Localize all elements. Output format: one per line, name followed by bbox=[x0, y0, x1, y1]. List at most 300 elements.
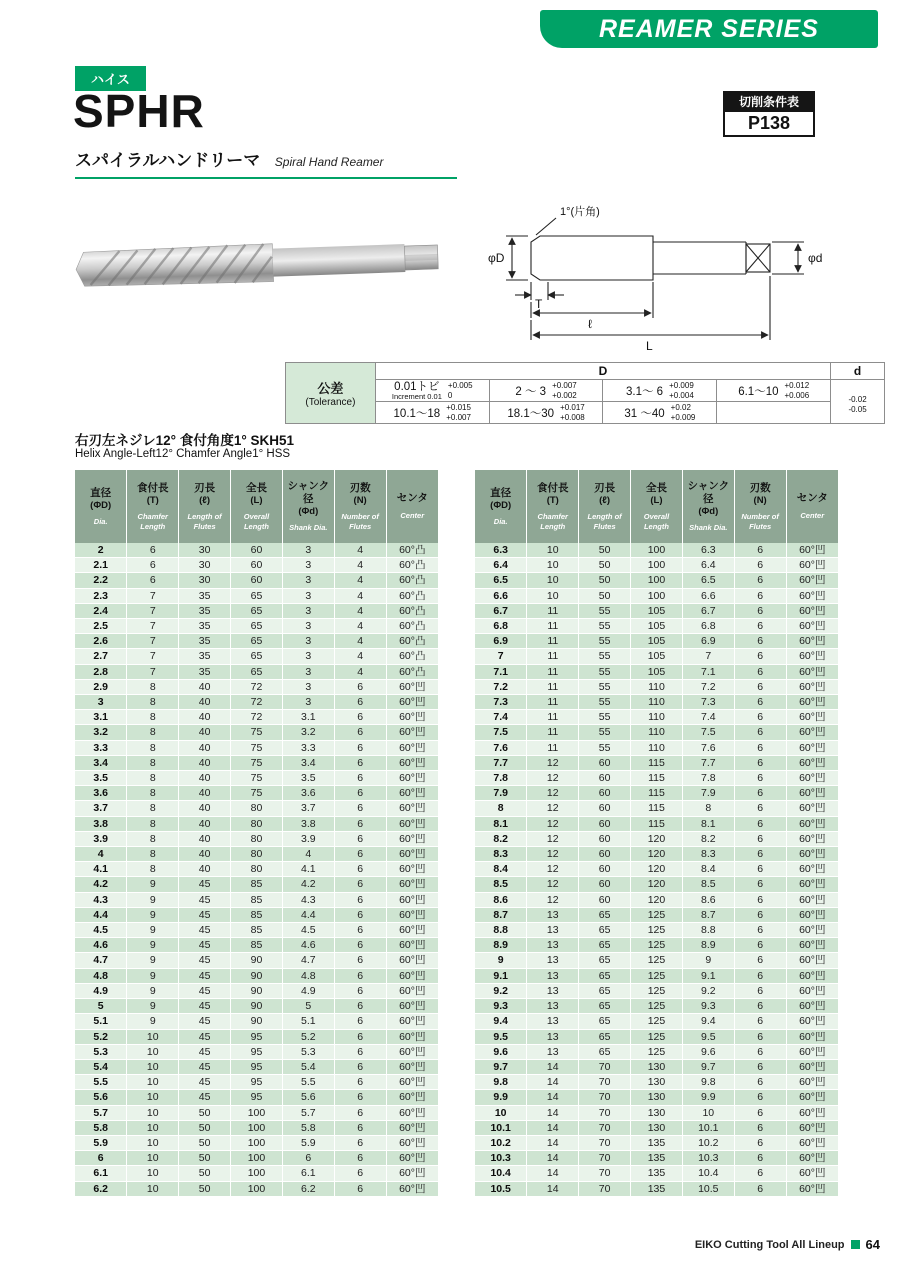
value-cell: 8 bbox=[127, 710, 179, 725]
value-cell: 10 bbox=[127, 1105, 179, 1120]
value-cell: 6 bbox=[334, 1044, 386, 1059]
value-cell: 55 bbox=[579, 725, 631, 740]
value-cell: 50 bbox=[579, 573, 631, 588]
tolerance-range: 31 〜40 bbox=[624, 407, 665, 420]
value-cell: 65 bbox=[579, 1044, 631, 1059]
diameter-cell: 6.5 bbox=[475, 573, 527, 588]
value-cell: 40 bbox=[179, 710, 231, 725]
spec-row bbox=[75, 938, 438, 953]
value-cell: 100 bbox=[631, 573, 683, 588]
value-cell: 4.1 bbox=[282, 862, 334, 877]
diagram-chamfer-label: T bbox=[535, 297, 543, 311]
value-cell: 6 bbox=[334, 953, 386, 968]
value-cell: 4.6 bbox=[282, 938, 334, 953]
diameter-cell: 6.4 bbox=[475, 558, 527, 573]
value-cell: 90 bbox=[231, 983, 283, 998]
value-cell: 45 bbox=[179, 1075, 231, 1090]
value-cell: 6 bbox=[334, 892, 386, 907]
diameter-cell: 3.1 bbox=[75, 710, 127, 725]
spec-row bbox=[475, 1059, 838, 1074]
spec-row bbox=[75, 679, 438, 694]
value-cell: 9.4 bbox=[682, 1014, 734, 1029]
spec-row bbox=[75, 999, 438, 1014]
value-cell: 14 bbox=[527, 1135, 579, 1150]
value-cell: 60°凹 bbox=[386, 953, 438, 968]
value-cell: 10 bbox=[527, 573, 579, 588]
value-cell: 60°凸 bbox=[386, 603, 438, 618]
value-cell: 10.3 bbox=[682, 1151, 734, 1166]
series-banner-label: REAMER SERIES bbox=[599, 14, 819, 43]
value-cell: 7.6 bbox=[682, 740, 734, 755]
diameter-cell: 7.9 bbox=[475, 786, 527, 801]
value-cell: 11 bbox=[527, 740, 579, 755]
value-cell: 3 bbox=[282, 679, 334, 694]
diameter-cell: 10.3 bbox=[475, 1151, 527, 1166]
spec-row bbox=[75, 558, 438, 573]
spec-row bbox=[475, 847, 838, 862]
value-cell: 6 bbox=[734, 877, 786, 892]
tolerance-cell-increment bbox=[375, 380, 489, 402]
value-cell: 8 bbox=[127, 816, 179, 831]
value-cell: 6 bbox=[334, 923, 386, 938]
value-cell: 4.2 bbox=[282, 877, 334, 892]
value-cell: 55 bbox=[579, 634, 631, 649]
value-cell: 5.9 bbox=[282, 1135, 334, 1150]
value-cell: 12 bbox=[527, 892, 579, 907]
spec-row bbox=[75, 847, 438, 862]
spec-row bbox=[475, 786, 838, 801]
material-tag: ハイス bbox=[75, 66, 146, 91]
spec-note-japanese: 右刃左ネジレ12° 食付角度1° SKH51 bbox=[75, 433, 295, 448]
value-cell: 60°凹 bbox=[386, 1044, 438, 1059]
value-cell: 6 bbox=[734, 847, 786, 862]
diameter-cell: 2.3 bbox=[75, 588, 127, 603]
value-cell: 6 bbox=[734, 1135, 786, 1150]
value-cell: 6.7 bbox=[682, 603, 734, 618]
value-cell: 6 bbox=[734, 1151, 786, 1166]
value-cell: 60°凹 bbox=[386, 892, 438, 907]
value-cell: 12 bbox=[527, 877, 579, 892]
value-cell: 95 bbox=[231, 1075, 283, 1090]
spec-row bbox=[75, 877, 438, 892]
value-cell: 13 bbox=[527, 938, 579, 953]
value-cell: 8.3 bbox=[682, 847, 734, 862]
diameter-cell: 5.4 bbox=[75, 1059, 127, 1074]
value-cell: 60 bbox=[579, 877, 631, 892]
value-cell: 8 bbox=[127, 755, 179, 770]
value-cell: 35 bbox=[179, 649, 231, 664]
value-cell: 4.9 bbox=[282, 983, 334, 998]
diameter-cell: 9.2 bbox=[475, 983, 527, 998]
value-cell: 9.7 bbox=[682, 1059, 734, 1074]
diameter-cell: 6 bbox=[75, 1151, 127, 1166]
value-cell: 45 bbox=[179, 938, 231, 953]
value-cell: 60°凹 bbox=[386, 1135, 438, 1150]
value-cell: 60°凹 bbox=[786, 1044, 838, 1059]
value-cell: 125 bbox=[631, 953, 683, 968]
spec-row bbox=[475, 649, 838, 664]
value-cell: 6 bbox=[734, 710, 786, 725]
diameter-cell: 8.1 bbox=[475, 816, 527, 831]
value-cell: 5.7 bbox=[282, 1105, 334, 1120]
value-cell: 60°凹 bbox=[386, 877, 438, 892]
value-cell: 60°凹 bbox=[786, 892, 838, 907]
value-cell: 60°凹 bbox=[386, 1029, 438, 1044]
value-cell: 80 bbox=[231, 862, 283, 877]
value-cell: 6 bbox=[734, 740, 786, 755]
tolerance-values: +0.009 +0.004 bbox=[669, 381, 694, 400]
diameter-cell: 8.2 bbox=[475, 831, 527, 846]
diameter-cell: 8.6 bbox=[475, 892, 527, 907]
spec-row bbox=[75, 1090, 438, 1105]
diameter-cell: 4.3 bbox=[75, 892, 127, 907]
diameter-cell: 6.2 bbox=[75, 1181, 127, 1196]
diameter-cell: 3.2 bbox=[75, 725, 127, 740]
tolerance-values: +0.02 +0.009 bbox=[670, 403, 696, 422]
value-cell: 5.1 bbox=[282, 1014, 334, 1029]
tolerance-row-1 bbox=[286, 380, 885, 402]
value-cell: 60°凹 bbox=[786, 847, 838, 862]
value-cell: 60°凹 bbox=[386, 679, 438, 694]
series-banner bbox=[540, 10, 878, 48]
value-cell: 125 bbox=[631, 923, 683, 938]
value-cell: 60°凹 bbox=[386, 999, 438, 1014]
value-cell: 6 bbox=[334, 1151, 386, 1166]
value-cell: 5.3 bbox=[282, 1044, 334, 1059]
value-cell: 60°凹 bbox=[786, 1075, 838, 1090]
spec-header-row bbox=[475, 470, 838, 543]
tolerance-cell bbox=[603, 402, 717, 424]
diameter-cell: 2.5 bbox=[75, 619, 127, 634]
value-cell: 60°凹 bbox=[786, 1181, 838, 1196]
value-cell: 125 bbox=[631, 907, 683, 922]
spec-row bbox=[475, 801, 838, 816]
value-cell: 50 bbox=[179, 1151, 231, 1166]
value-cell: 90 bbox=[231, 953, 283, 968]
value-cell: 65 bbox=[579, 938, 631, 953]
value-cell: 7 bbox=[127, 664, 179, 679]
value-cell: 110 bbox=[631, 695, 683, 710]
tolerance-cell bbox=[489, 380, 603, 402]
tolerance-cell bbox=[717, 380, 831, 402]
spec-row bbox=[75, 588, 438, 603]
diameter-cell: 4.6 bbox=[75, 938, 127, 953]
value-cell: 10 bbox=[682, 1105, 734, 1120]
spec-table-right bbox=[475, 470, 838, 1197]
value-cell: 60°凹 bbox=[786, 877, 838, 892]
spec-row bbox=[475, 1075, 838, 1090]
value-cell: 60°凹 bbox=[386, 968, 438, 983]
column-header: 直径 (ΦD) Dia. bbox=[475, 470, 527, 543]
spec-note-english: Helix Angle-Left12° Chamfer Angle1° HSS bbox=[75, 448, 291, 460]
value-cell: 105 bbox=[631, 664, 683, 679]
value-cell: 85 bbox=[231, 907, 283, 922]
value-cell: 13 bbox=[527, 1029, 579, 1044]
value-cell: 65 bbox=[579, 1014, 631, 1029]
value-cell: 10 bbox=[127, 1044, 179, 1059]
diagram-overall-length-label: L bbox=[646, 339, 653, 353]
value-cell: 60°凹 bbox=[786, 1135, 838, 1150]
diameter-cell: 6.8 bbox=[475, 619, 527, 634]
diameter-cell: 9.4 bbox=[475, 1014, 527, 1029]
value-cell: 135 bbox=[631, 1181, 683, 1196]
value-cell: 50 bbox=[179, 1166, 231, 1181]
tolerance-range: 18.1〜30 bbox=[507, 407, 555, 420]
value-cell: 4 bbox=[334, 588, 386, 603]
value-cell: 9.2 bbox=[682, 983, 734, 998]
value-cell: 60 bbox=[579, 755, 631, 770]
spec-row bbox=[475, 634, 838, 649]
column-header: センタ Center bbox=[786, 470, 838, 543]
value-cell: 100 bbox=[231, 1120, 283, 1135]
value-cell: 6 bbox=[334, 1075, 386, 1090]
value-cell: 6 bbox=[334, 877, 386, 892]
value-cell: 3 bbox=[282, 603, 334, 618]
value-cell: 6 bbox=[334, 831, 386, 846]
diameter-cell: 9.1 bbox=[475, 968, 527, 983]
value-cell: 3.6 bbox=[282, 786, 334, 801]
value-cell: 60°凹 bbox=[786, 634, 838, 649]
value-cell: 60°凹 bbox=[786, 1090, 838, 1105]
dimension-diagram bbox=[488, 200, 883, 355]
value-cell: 6 bbox=[734, 816, 786, 831]
value-cell: 40 bbox=[179, 771, 231, 786]
value-cell: 60°凹 bbox=[786, 968, 838, 983]
diameter-cell: 6.3 bbox=[475, 543, 527, 558]
diameter-cell: 3 bbox=[75, 695, 127, 710]
value-cell: 11 bbox=[527, 725, 579, 740]
value-cell: 110 bbox=[631, 725, 683, 740]
tolerance-title-cell bbox=[286, 363, 376, 424]
value-cell: 100 bbox=[231, 1181, 283, 1196]
value-cell: 60 bbox=[579, 801, 631, 816]
value-cell: 45 bbox=[179, 953, 231, 968]
value-cell: 40 bbox=[179, 831, 231, 846]
value-cell: 6 bbox=[334, 771, 386, 786]
value-cell: 65 bbox=[231, 619, 283, 634]
value-cell: 9.8 bbox=[682, 1075, 734, 1090]
spec-row bbox=[475, 710, 838, 725]
value-cell: 135 bbox=[631, 1166, 683, 1181]
value-cell: 60°凹 bbox=[386, 1166, 438, 1181]
diameter-cell: 7.7 bbox=[475, 755, 527, 770]
value-cell: 60°凹 bbox=[386, 695, 438, 710]
value-cell: 60°凹 bbox=[386, 816, 438, 831]
page-footer bbox=[695, 1237, 880, 1252]
diameter-cell: 10.5 bbox=[475, 1181, 527, 1196]
value-cell: 100 bbox=[231, 1166, 283, 1181]
spec-row bbox=[75, 907, 438, 922]
value-cell: 4 bbox=[334, 558, 386, 573]
value-cell: 8.7 bbox=[682, 907, 734, 922]
value-cell: 60 bbox=[231, 543, 283, 558]
value-cell: 3.9 bbox=[282, 831, 334, 846]
model-title: SPHR bbox=[73, 85, 205, 137]
tolerance-values: +0.015 +0.007 bbox=[446, 403, 471, 422]
spec-row bbox=[475, 619, 838, 634]
spec-row bbox=[475, 725, 838, 740]
value-cell: 72 bbox=[231, 679, 283, 694]
spec-row bbox=[475, 573, 838, 588]
value-cell: 60°凹 bbox=[386, 725, 438, 740]
diameter-cell: 2.9 bbox=[75, 679, 127, 694]
spec-row bbox=[475, 603, 838, 618]
spec-row bbox=[475, 558, 838, 573]
tolerance-range: 3.1〜 6 bbox=[626, 385, 664, 398]
diameter-cell: 7.4 bbox=[475, 710, 527, 725]
value-cell: 14 bbox=[527, 1090, 579, 1105]
value-cell: 60°凹 bbox=[786, 862, 838, 877]
value-cell: 110 bbox=[631, 679, 683, 694]
value-cell: 120 bbox=[631, 831, 683, 846]
value-cell: 75 bbox=[231, 786, 283, 801]
column-header: シャンク径 (Φd) Shank Dia. bbox=[282, 470, 334, 543]
value-cell: 6 bbox=[334, 1135, 386, 1150]
value-cell: 60°凹 bbox=[786, 740, 838, 755]
spec-row bbox=[75, 968, 438, 983]
diameter-cell: 7.2 bbox=[475, 679, 527, 694]
value-cell: 8 bbox=[127, 862, 179, 877]
diameter-cell: 3.6 bbox=[75, 786, 127, 801]
value-cell: 75 bbox=[231, 725, 283, 740]
diameter-cell: 5 bbox=[75, 999, 127, 1014]
value-cell: 6 bbox=[334, 679, 386, 694]
diameter-cell: 8.8 bbox=[475, 923, 527, 938]
value-cell: 60°凹 bbox=[386, 831, 438, 846]
value-cell: 6 bbox=[334, 847, 386, 862]
value-cell: 40 bbox=[179, 695, 231, 710]
tolerance-table bbox=[285, 362, 885, 424]
value-cell: 60°凹 bbox=[386, 740, 438, 755]
value-cell: 6 bbox=[734, 983, 786, 998]
diameter-cell: 7.8 bbox=[475, 771, 527, 786]
value-cell: 4.7 bbox=[282, 953, 334, 968]
spec-row bbox=[475, 1044, 838, 1059]
value-cell: 40 bbox=[179, 786, 231, 801]
value-cell: 7.8 bbox=[682, 771, 734, 786]
value-cell: 8 bbox=[127, 695, 179, 710]
value-cell: 8 bbox=[127, 831, 179, 846]
value-cell: 6 bbox=[734, 892, 786, 907]
value-cell: 7.2 bbox=[682, 679, 734, 694]
value-cell: 6 bbox=[734, 786, 786, 801]
value-cell: 6 bbox=[734, 755, 786, 770]
value-cell: 80 bbox=[231, 831, 283, 846]
value-cell: 6 bbox=[334, 1105, 386, 1120]
value-cell: 80 bbox=[231, 801, 283, 816]
value-cell: 11 bbox=[527, 619, 579, 634]
value-cell: 60°凹 bbox=[786, 1166, 838, 1181]
value-cell: 6 bbox=[334, 1014, 386, 1029]
value-cell: 13 bbox=[527, 907, 579, 922]
spec-row bbox=[75, 1105, 438, 1120]
value-cell: 65 bbox=[231, 588, 283, 603]
value-cell: 60°凹 bbox=[386, 786, 438, 801]
spec-row bbox=[75, 619, 438, 634]
value-cell: 6 bbox=[334, 725, 386, 740]
diameter-cell: 9.9 bbox=[475, 1090, 527, 1105]
tolerance-title-en: (Tolerance) bbox=[305, 397, 356, 408]
product-subtitle bbox=[75, 146, 457, 179]
value-cell: 9 bbox=[127, 1014, 179, 1029]
value-cell: 6 bbox=[734, 649, 786, 664]
value-cell: 9 bbox=[127, 999, 179, 1014]
value-cell: 60°凹 bbox=[786, 999, 838, 1014]
value-cell: 10.2 bbox=[682, 1135, 734, 1150]
value-cell: 135 bbox=[631, 1151, 683, 1166]
tolerance-header-row bbox=[286, 363, 885, 380]
spec-row bbox=[75, 801, 438, 816]
diameter-cell: 7 bbox=[475, 649, 527, 664]
value-cell: 12 bbox=[527, 816, 579, 831]
value-cell: 110 bbox=[631, 740, 683, 755]
value-cell: 3.1 bbox=[282, 710, 334, 725]
value-cell: 40 bbox=[179, 740, 231, 755]
value-cell: 80 bbox=[231, 847, 283, 862]
value-cell: 50 bbox=[179, 1120, 231, 1135]
value-cell: 14 bbox=[527, 1120, 579, 1135]
value-cell: 9 bbox=[127, 923, 179, 938]
value-cell: 6.4 bbox=[682, 558, 734, 573]
column-header: 全長 (L) Overall Length bbox=[631, 470, 683, 543]
value-cell: 12 bbox=[527, 786, 579, 801]
value-cell: 60 bbox=[579, 771, 631, 786]
value-cell: 125 bbox=[631, 983, 683, 998]
tolerance-range: 2 〜 3 bbox=[515, 385, 547, 398]
value-cell: 13 bbox=[527, 1014, 579, 1029]
tolerance-cell bbox=[603, 380, 717, 402]
spec-row bbox=[475, 923, 838, 938]
value-cell: 6 bbox=[734, 862, 786, 877]
value-cell: 3 bbox=[282, 543, 334, 558]
value-cell: 4.5 bbox=[282, 923, 334, 938]
value-cell: 4.3 bbox=[282, 892, 334, 907]
value-cell: 4.4 bbox=[282, 907, 334, 922]
value-cell: 120 bbox=[631, 877, 683, 892]
spec-row bbox=[75, 543, 438, 558]
value-cell: 3 bbox=[282, 588, 334, 603]
value-cell: 6 bbox=[734, 619, 786, 634]
diameter-cell: 4.2 bbox=[75, 877, 127, 892]
value-cell: 60°凹 bbox=[386, 983, 438, 998]
product-photo bbox=[68, 196, 458, 332]
value-cell: 6 bbox=[127, 558, 179, 573]
spec-row bbox=[475, 1181, 838, 1196]
value-cell: 6 bbox=[734, 1181, 786, 1196]
value-cell: 4 bbox=[282, 847, 334, 862]
value-cell: 4 bbox=[334, 543, 386, 558]
value-cell: 60°凹 bbox=[386, 1151, 438, 1166]
diameter-cell: 4.9 bbox=[75, 983, 127, 998]
value-cell: 8.9 bbox=[682, 938, 734, 953]
value-cell: 9 bbox=[127, 953, 179, 968]
value-cell: 9 bbox=[682, 953, 734, 968]
value-cell: 60°凹 bbox=[786, 664, 838, 679]
value-cell: 60°凸 bbox=[386, 634, 438, 649]
diameter-cell: 8.4 bbox=[475, 862, 527, 877]
value-cell: 9 bbox=[127, 938, 179, 953]
value-cell: 7.9 bbox=[682, 786, 734, 801]
spec-row bbox=[475, 695, 838, 710]
value-cell: 10.1 bbox=[682, 1120, 734, 1135]
value-cell: 11 bbox=[527, 679, 579, 694]
value-cell: 5.4 bbox=[282, 1059, 334, 1074]
value-cell: 6.2 bbox=[282, 1181, 334, 1196]
value-cell: 60°凹 bbox=[786, 710, 838, 725]
footer-text: EIKO Cutting Tool All Lineup bbox=[694, 1238, 845, 1251]
value-cell: 9.1 bbox=[682, 968, 734, 983]
value-cell: 60°凹 bbox=[786, 695, 838, 710]
